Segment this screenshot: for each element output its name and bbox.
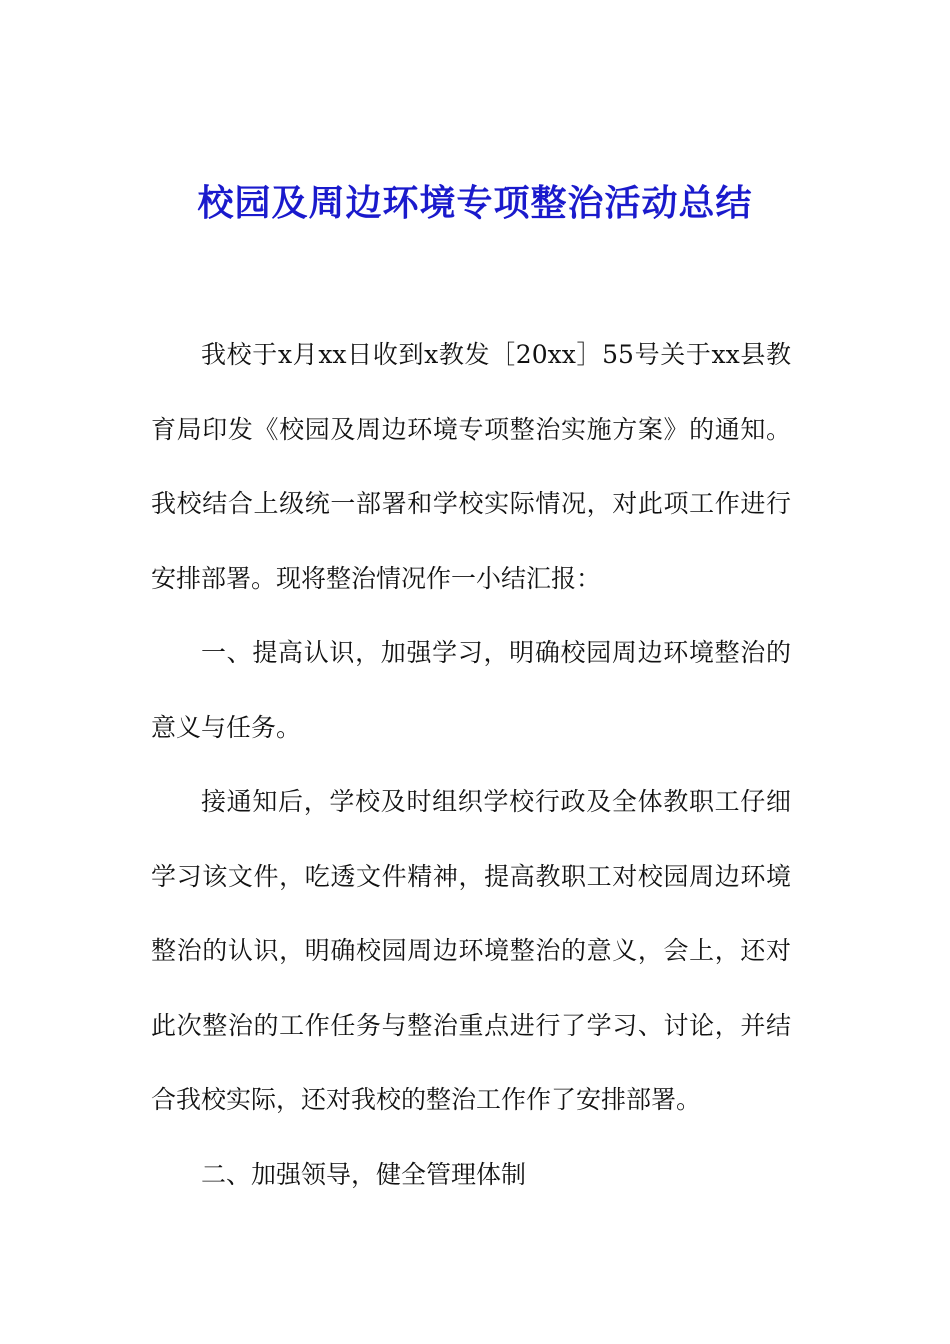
- document-body: [151, 318, 791, 1212]
- paragraph-intro: 我校于x月xx日收到x教发［20xx］55号关于xx县教育局印发《校园及周边环境专项整治实施方案》的通知。我校结合上级统一部署和学校实际情况，对此项工作进行安排部署。现将整治情况作一小结汇报：: [151, 340, 791, 593]
- paragraph-section-2-heading: 二、加强领导，健全管理体制: [201, 1159, 527, 1189]
- paragraph-section-1-heading: 一、提高认识，加强学习，明确校园周边环境整治的意义与任务。: [151, 638, 791, 742]
- paragraph-section-1-body: 接通知后，学校及时组织学校行政及全体教职工仔细学习该文件，吃透文件精神，提高教职工对校园周边环境整治的认识，明确校园周边环境整治的意义，会上，还对此次整治的工作任务与整治重点进行了学习、讨论，并结合我校实际，还对我校的整治工作作了安排部署。: [151, 787, 791, 1114]
- document-title: 校园及周边环境专项整治活动总结: [197, 182, 753, 224]
